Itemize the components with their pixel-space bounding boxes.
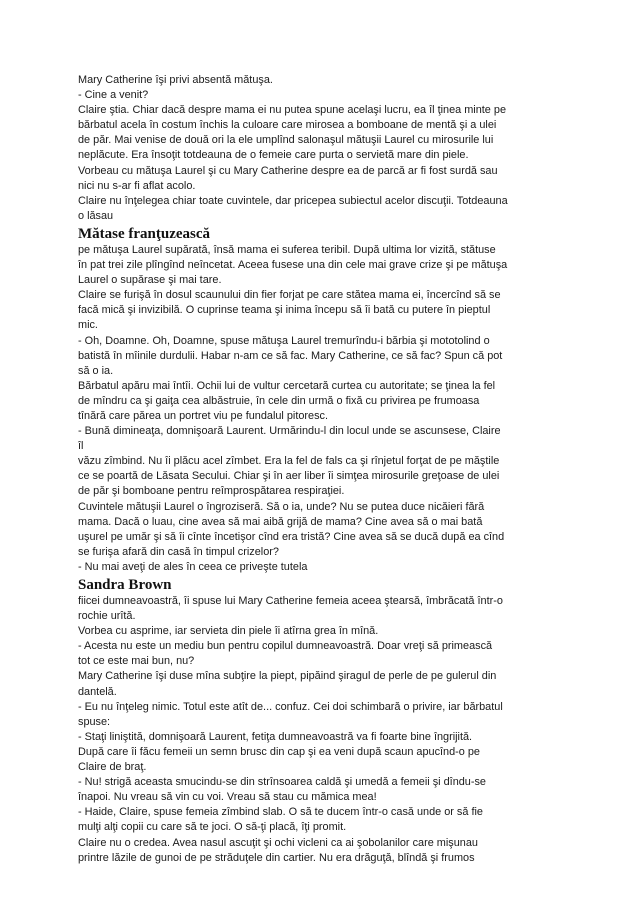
text-line: tot ce este mai bun, nu? [78,655,195,668]
document-page [78,73,568,866]
text-line: mulţi alţi copii cu care să te joci. O să-ţi placă, îţi promit. [78,821,347,834]
text-line: Claire nu înţelegea chiar toate cuvintele, dar pricepea subiectul acelor discuţii. Totdeauna [78,194,508,207]
text-line: neplăcute. Era însoţit totdeauna de o femeie care purta o servietă mare din piele. [78,149,469,162]
text-line: După care îi făcu femeii un semn brusc din cap şi ea veni după scaun apucînd-o pe [78,745,480,758]
text-line: pe mătuşa Laurel supărată, însă mama ei suferea teribil. După ultima lor vizită, stătuse [78,243,496,256]
text-line: de păr. Mai venise de două ori la ele umplînd salonaşul mătuşii Laurel cu mirosurile lui [78,134,494,147]
text-line: - Nu! strigă aceasta smucindu-se din strînsoarea caldă şi umedă a femeii şi dîndu-se [78,776,486,789]
text-line: Cuvintele mătuşii Laurel o îngroziseră. Să o ia, unde? Nu se putea duce nicăieri fără [78,500,485,513]
text-line: - Bună dimineaţa, domnişoară Laurent. Urmărindu-l din locul unde se ascunsese, Claire [78,425,501,438]
text-line: Claire de braţ. [78,761,147,774]
text-line: Vorbea cu asprime, iar servieta din piele îi atîrna grea în mînă. [78,625,379,638]
text-line: Laurel o supărase şi mai tare. [78,274,222,287]
text-line: - Haide, Claire, spuse femeia zîmbind slab. O să te ducem într-o casă unde or să fie [78,806,483,819]
text-line: de mîndru ca şi gaiţa cea albăstruie, în cele din urmă o fixă cu privirea pe frumoasa [78,394,480,407]
text-line: - Eu nu înţeleg nimic. Totul este atît de... confuz. Cei doi schimbară o privire, iar bărbatul [78,700,503,713]
text-line: îl [78,440,84,453]
text-line: mama. Dacă o luau, cine avea să mai aibă grijă de mama? Cine avea să o mai bată [78,515,483,528]
text-block [78,594,568,866]
text-line: - Staţi liniştită, domnişoară Laurent, fetiţa dumneavoastră va fi foarte bine îngrijită. [78,730,473,743]
text-line: Claire se furişă în dosul scaunului din fier forjat pe care stătea mama ei, încercînd să se [78,289,501,302]
text-line: fiicei dumneavoastră, îi spuse lui Mary Catherine femeia aceea ştearsă, îmbrăcată într-o [78,595,503,607]
text-line: Claire nu o credea. Avea nasul ascuţit şi ochi vicleni ca ai şobolanilor care mişunau [78,836,478,849]
text-line: printre lăzile de gunoi de pe străduţele din cartier. Nu era drăguţă, blîndă şi frumos [78,851,475,864]
section-heading: Sandra Brown [78,577,172,593]
text-line: - Acesta nu este un mediu bun pentru copilul dumneavoastră. Doar vreţi să primească [78,640,493,653]
text-line: Mary Catherine îşi duse mîna subţire la piept, pipăind şiragul de perle de pe gulerul din [78,670,497,683]
text-line: uşurel pe umăr şi să îi cînte încetişor cînd era tristă? Cine avea să se ducă după ea cînd [78,530,505,543]
text-line: batistă în mîinile durdulii. Habar n-am ce să fac. Mary Catherine, ce să fac? Spun că pot [78,349,503,362]
text-line: - Cine a venit? [78,89,149,102]
text-line: - Oh, Doamne. Oh, Doamne, spuse mătuşa Laurel tremurîndu-i bărbia şi mototolind o [78,334,490,347]
text-line: mic. [78,319,98,332]
text-line: înapoi. Nu vreau să vin cu voi. Vreau să stau cu mămica mea! [78,791,377,804]
text-line: spuse: [78,715,111,728]
text-line: ce se poartă de Lăsata Secului. Chiar şi în aer liber îi simţea mirosurile greţoase de ulei [78,470,500,483]
text-line: rochie urîtă. [78,610,136,623]
text-block [78,73,568,224]
text-line: tînără care părea un portret viu pe fundalul pitoresc. [78,409,329,422]
text-line: Mary Catherine îşi privi absentă mătuşa. [78,74,273,86]
text-line: Bărbatul apăru mai întîi. Ochii lui de vultur cercetară curtea cu autoritate; se ţinea la fel [78,379,496,392]
text-line: nici nu s-ar fi aflat acolo. [78,179,196,192]
text-line: Claire ştia. Chiar dacă despre mama ei nu putea spune acelaşi lucru, ea îl ţinea minte pe [78,104,506,117]
text-block [78,243,568,575]
text-line: în pat trei zile plîngînd neîncetat. Aceea fusese una din cele mai grave crize şi pe mătuşa [78,259,508,272]
text-line: o lăsau [78,209,114,222]
text-line: să o ia. [78,364,114,377]
text-line: Vorbeau cu mătuşa Laurel şi cu Mary Catherine despre ea de parcă ar fi fost surdă sau [78,164,498,177]
text-line: bărbatul acela în costum închis la culoare care mirosea a bomboane de mentă şi a ulei [78,119,497,132]
text-line: dantelă. [78,685,117,698]
section-heading: Mătase franţuzească [78,225,211,242]
text-line: văzu zîmbind. Nu îi plăcu acel zîmbet. Era la fel de fals ca şi rînjetul forţat de pe măştile [78,455,500,468]
text-line: facă mică şi invizibilă. O cuprinse teama şi inima începu să îi bată cu putere în pieptul [78,304,491,317]
text-line: se furişa afară din casă în timpul crizelor? [78,545,279,558]
text-line: - Nu mai aveţi de ales în ceea ce priveşte tutela [78,560,308,573]
text-line: de păr şi bomboane pentru reîmprospătarea respiraţiei. [78,485,345,498]
